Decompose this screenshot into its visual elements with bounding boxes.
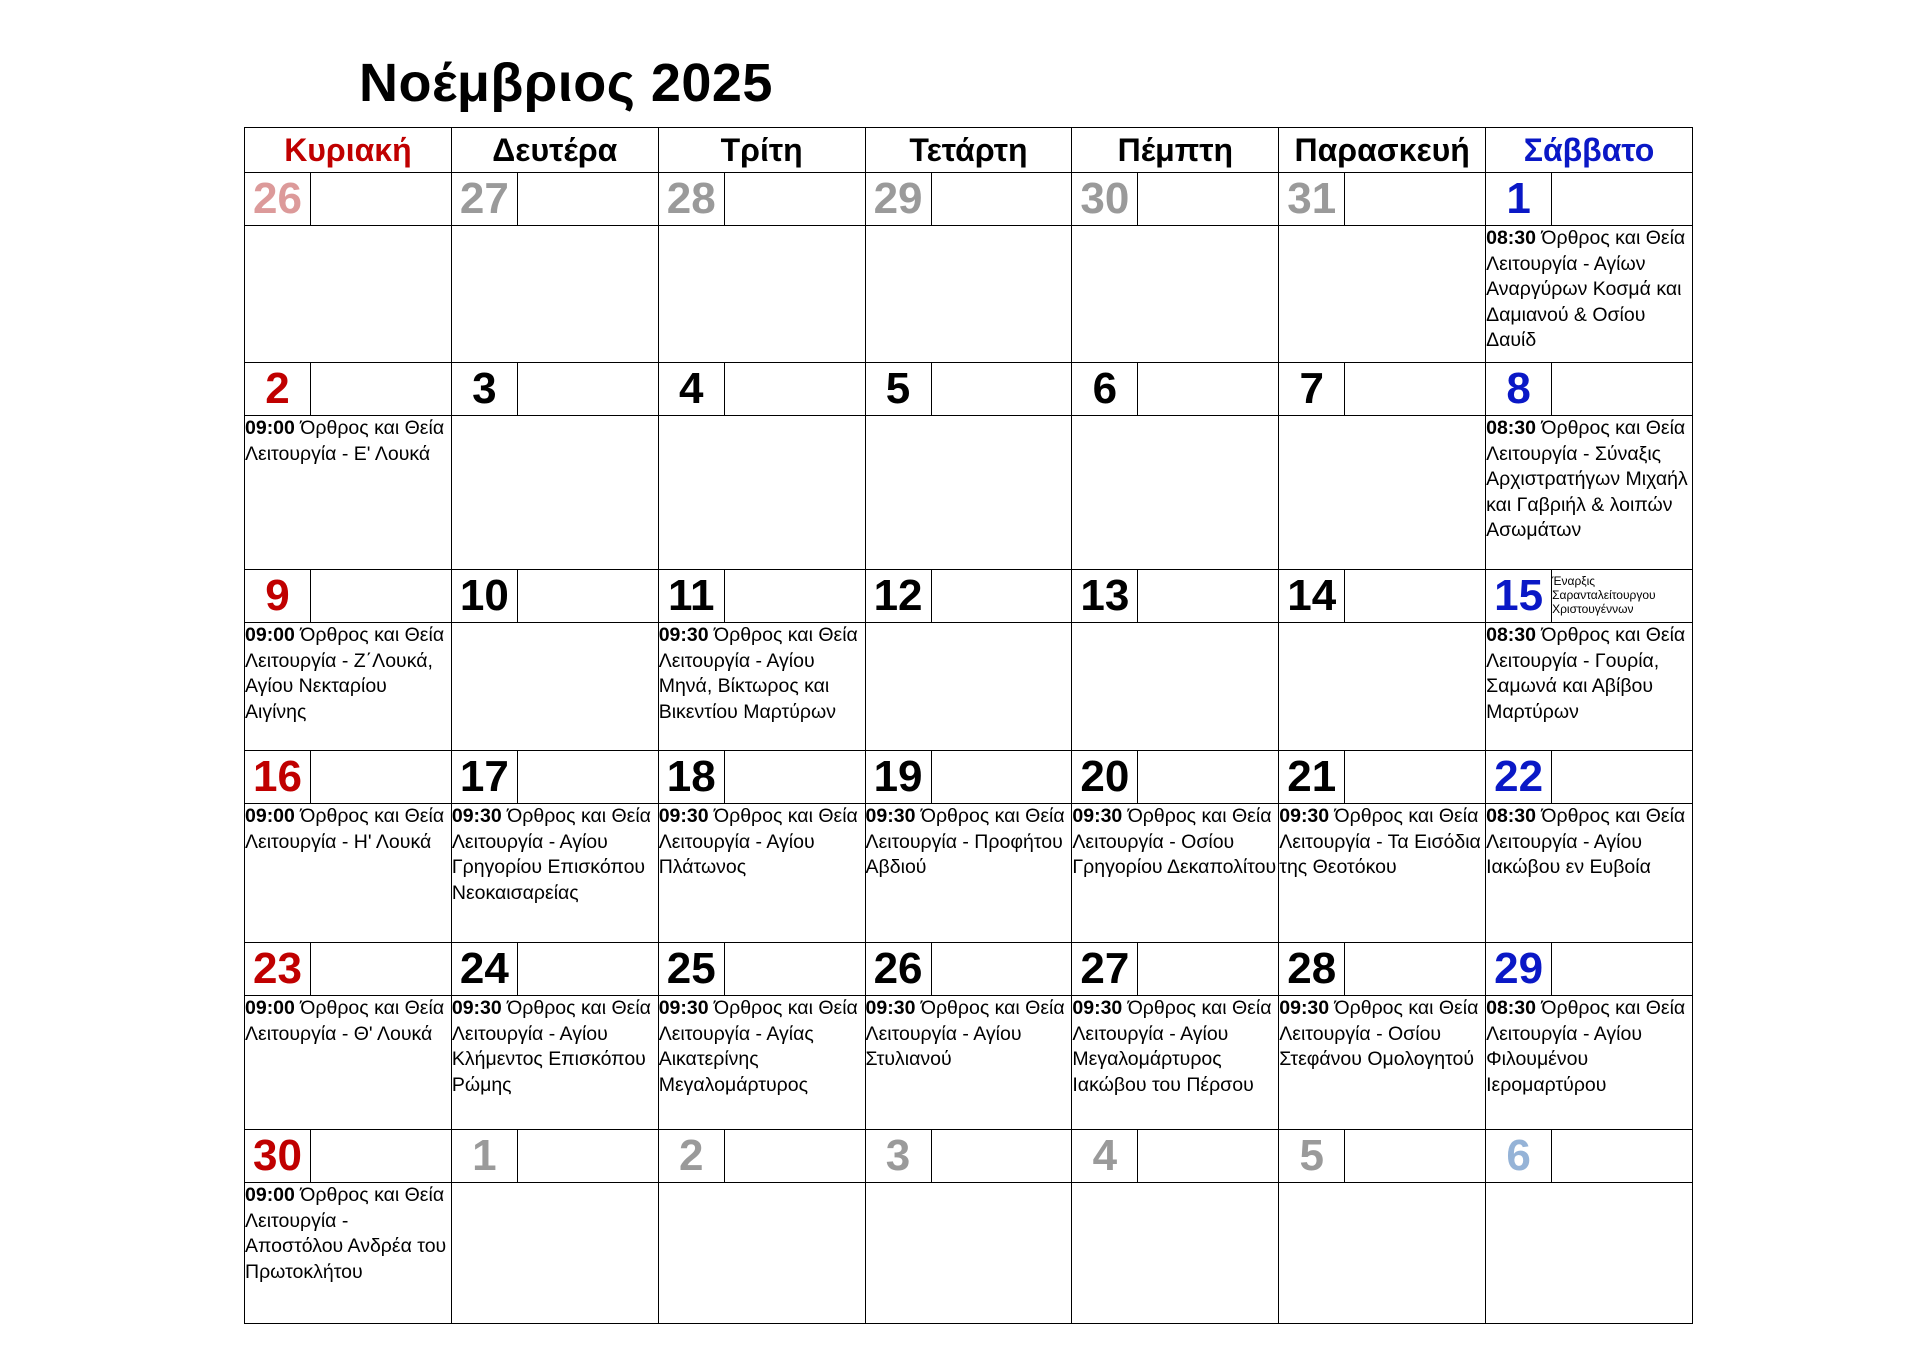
week-row-events: [245, 1183, 1693, 1324]
day-note: [1552, 173, 1693, 226]
day-event: [1072, 1183, 1279, 1324]
day-note: [517, 943, 658, 996]
day-event: [451, 804, 658, 943]
day-number: 4: [1072, 1130, 1138, 1183]
weekday-header-tuesday: Τρίτη: [658, 128, 865, 173]
event-time: 09:30: [1072, 997, 1123, 1019]
day-note: [1345, 1130, 1486, 1183]
day-number: 12: [865, 570, 931, 623]
day-note: [1552, 751, 1693, 804]
event-time: 09:30: [865, 997, 916, 1019]
day-note: [1138, 173, 1279, 226]
day-event: [865, 996, 1072, 1130]
event-time: 09:00: [245, 805, 295, 827]
day-event: [1279, 226, 1486, 363]
day-event: [658, 1183, 865, 1324]
event-time: 09:30: [451, 805, 502, 827]
day-number: 6: [1072, 363, 1138, 416]
day-event: [451, 226, 658, 363]
day-event: [1486, 623, 1693, 751]
day-note: Έναρξις Σαρανταλείτουργου Χριστουγέννων: [1552, 570, 1693, 623]
weekday-header-saturday: Σάββατο: [1486, 128, 1693, 173]
day-note: [517, 363, 658, 416]
day-event: [658, 226, 865, 363]
day-note: [1138, 1130, 1279, 1183]
event-description: Όρθρος και Θεία Λειτουργία - Αγίου Γρηγορίου Επισκόπου Νεοκαισαρείας: [451, 805, 651, 904]
day-number: 29: [865, 173, 931, 226]
day-note: [1138, 943, 1279, 996]
day-note: [931, 1130, 1072, 1183]
day-event: [1279, 804, 1486, 943]
day-number: 13: [1072, 570, 1138, 623]
day-number: 30: [245, 1130, 311, 1183]
calendar-title: Νοέμβριος 2025: [359, 53, 773, 113]
day-event: [1279, 416, 1486, 570]
day-number: 30: [1072, 173, 1138, 226]
day-number: 3: [451, 363, 517, 416]
day-event: [245, 996, 452, 1130]
event-description: Όρθρος και Θεία Λειτουργία - Αγίου Φιλουμένου Ιερομαρτύρου: [1486, 997, 1686, 1096]
day-note: [311, 751, 452, 804]
day-note: [724, 363, 865, 416]
day-event: [658, 623, 865, 751]
day-event: [1072, 416, 1279, 570]
day-number: 27: [451, 173, 517, 226]
day-event: [865, 226, 1072, 363]
weekday-header-sunday: Κυριακή: [245, 128, 452, 173]
day-note: [931, 570, 1072, 623]
day-note: [931, 943, 1072, 996]
event-description: Όρθρος και Θεία Λειτουργία - Ζ΄Λουκά, Αγίου Νεκταρίου Αιγίνης: [245, 624, 445, 723]
day-note: [517, 751, 658, 804]
day-note: [931, 363, 1072, 416]
day-event: [245, 226, 452, 363]
event-time: 08:30: [1486, 227, 1536, 249]
event-time: 08:30: [1486, 997, 1536, 1019]
day-note: [724, 943, 865, 996]
day-note: [311, 570, 452, 623]
weekday-header-thursday: Πέμπτη: [1072, 128, 1279, 173]
day-number: 2: [658, 1130, 724, 1183]
weekday-header-monday: Δευτέρα: [451, 128, 658, 173]
day-note: [724, 173, 865, 226]
event-description: Όρθρος και Θεία Λειτουργία - Αγίου Κλήμεντος Επισκόπου Ρώμης: [451, 997, 651, 1096]
day-number: 24: [451, 943, 517, 996]
day-note: [517, 1130, 658, 1183]
day-number: 6: [1486, 1130, 1552, 1183]
day-number: 27: [1072, 943, 1138, 996]
day-note: [1345, 570, 1486, 623]
event-time: 08:30: [1486, 624, 1536, 646]
calendar-grid: [244, 127, 1693, 1324]
event-time: 09:00: [245, 1184, 295, 1206]
day-event: [1486, 996, 1693, 1130]
day-number: 18: [658, 751, 724, 804]
week-row-events: [245, 804, 1693, 943]
day-number: 14: [1279, 570, 1345, 623]
day-note: [1138, 570, 1279, 623]
event-time: 09:30: [451, 997, 502, 1019]
day-note: [1345, 173, 1486, 226]
event-description: Όρθρος και Θεία Λειτουργία - Αγίου Ιακώβου εν Ευβοία: [1486, 805, 1686, 878]
day-note: [724, 570, 865, 623]
day-event: [865, 623, 1072, 751]
event-description: Όρθρος και Θεία Λειτουργία - Αγίου Μεγαλομάρτυρος Ιακώβου του Πέρσου: [1072, 997, 1272, 1096]
day-note: [311, 363, 452, 416]
day-event: [451, 623, 658, 751]
day-number: 28: [1279, 943, 1345, 996]
day-event: [245, 804, 452, 943]
day-number: 5: [1279, 1130, 1345, 1183]
day-event: [245, 1183, 452, 1324]
day-note: [724, 1130, 865, 1183]
event-description: Όρθρος και Θεία Λειτουργία - Οσίου Στεφάνου Ομολογητού: [1279, 997, 1479, 1070]
day-note: [1345, 943, 1486, 996]
day-number: 17: [451, 751, 517, 804]
day-event: [1486, 804, 1693, 943]
event-time: 09:00: [245, 624, 295, 646]
event-description: Όρθρος και Θεία Λειτουργία - Αγίου Στυλιανού: [865, 997, 1065, 1070]
event-time: 08:30: [1486, 417, 1536, 439]
day-note: [931, 751, 1072, 804]
day-note: [311, 943, 452, 996]
event-time: 09:00: [245, 997, 295, 1019]
day-event: [1072, 623, 1279, 751]
day-note: [1552, 943, 1693, 996]
day-number: 5: [865, 363, 931, 416]
day-number: 9: [245, 570, 311, 623]
event-description: Όρθρος και Θεία Λειτουργία - Σύναξις Αρχιστρατήγων Μιχαήλ και Γαβριήλ & λοιπών Ασωμάτων: [1486, 417, 1688, 541]
day-event: [451, 1183, 658, 1324]
day-note: [1345, 363, 1486, 416]
event-description: Όρθρος και Θεία Λειτουργία - Τα Εισόδια της Θεοτόκου: [1279, 805, 1481, 878]
day-note: [311, 1130, 452, 1183]
day-event: [1279, 1183, 1486, 1324]
day-note: [1552, 1130, 1693, 1183]
day-note: [931, 173, 1072, 226]
week-row-dates: [245, 363, 1693, 416]
event-description: Όρθρος και Θεία Λειτουργία - Αγίου Μηνά, Βίκτωρος και Βικεντίου Μαρτύρων: [658, 624, 858, 723]
day-event: [1486, 1183, 1693, 1324]
week-row-dates: [245, 570, 1693, 623]
day-number: 20: [1072, 751, 1138, 804]
day-event: [1072, 996, 1279, 1130]
week-row-events: [245, 623, 1693, 751]
day-note: [1552, 363, 1693, 416]
day-number: 23: [245, 943, 311, 996]
day-event: [245, 623, 452, 751]
day-event: [451, 996, 658, 1130]
event-time: 09:30: [1279, 997, 1330, 1019]
day-event: [1072, 804, 1279, 943]
event-time: 09:30: [1072, 805, 1123, 827]
day-event: [865, 804, 1072, 943]
day-number: 25: [658, 943, 724, 996]
day-number: 3: [865, 1130, 931, 1183]
day-note: [724, 751, 865, 804]
day-event: [1486, 416, 1693, 570]
day-event: [245, 416, 452, 570]
day-number: 28: [658, 173, 724, 226]
event-description: Όρθρος και Θεία Λειτουργία - Αγίας Αικατερίνης Μεγαλομάρτυρος: [658, 997, 858, 1096]
event-time: 08:30: [1486, 805, 1536, 827]
event-description: Όρθρος και Θεία Λειτουργία - Οσίου Γρηγορίου Δεκαπολίτου: [1072, 805, 1277, 878]
weekday-header-wednesday: Τετάρτη: [865, 128, 1072, 173]
day-event: [1279, 623, 1486, 751]
week-row-events: [245, 226, 1693, 363]
event-time: 09:00: [245, 417, 295, 439]
week-row-dates: [245, 751, 1693, 804]
event-description: Όρθρος και Θεία Λειτουργία - Γουρία, Σαμωνά και Αβίβου Μαρτύρων: [1486, 624, 1686, 723]
day-number: 2: [245, 363, 311, 416]
event-description: Όρθρος και Θεία Λειτουργία - Αγίων Αναργύρων Κοσμά και Δαμιανού & Οσίου Δαυίδ: [1486, 227, 1686, 351]
event-description: Όρθρος και Θεία Λειτουργία - Ε' Λουκά: [245, 417, 445, 465]
event-time: 09:30: [658, 624, 709, 646]
day-event: [1486, 226, 1693, 363]
day-number: 7: [1279, 363, 1345, 416]
weekday-header-friday: Παρασκευή: [1279, 128, 1486, 173]
day-number: 26: [865, 943, 931, 996]
event-description: Όρθρος και Θεία Λειτουργία - Αποστόλου Ανδρέα του Πρωτοκλήτου: [245, 1184, 447, 1283]
day-number: 4: [658, 363, 724, 416]
day-note: [1345, 751, 1486, 804]
day-number: 16: [245, 751, 311, 804]
week-row-events: [245, 996, 1693, 1130]
day-number: 22: [1486, 751, 1552, 804]
day-note: [311, 173, 452, 226]
event-description: Όρθρος και Θεία Λειτουργία - Η' Λουκά: [245, 805, 445, 853]
day-number: 1: [451, 1130, 517, 1183]
event-time: 09:30: [865, 805, 916, 827]
day-note: [517, 173, 658, 226]
day-event: [658, 804, 865, 943]
weekday-header-row: [245, 128, 1693, 173]
day-number: 19: [865, 751, 931, 804]
event-time: 09:30: [658, 805, 709, 827]
day-event: [658, 416, 865, 570]
day-number: 10: [451, 570, 517, 623]
event-description: Όρθρος και Θεία Λειτουργία - Αγίου Πλάτωνος: [658, 805, 858, 878]
day-event: [1072, 226, 1279, 363]
event-description: Όρθρος και Θεία Λειτουργία - Προφήτου Αβδιού: [865, 805, 1065, 878]
day-number: 11: [658, 570, 724, 623]
event-time: 09:30: [658, 997, 709, 1019]
day-note: [1138, 751, 1279, 804]
event-time: 09:30: [1279, 805, 1330, 827]
day-number: 29: [1486, 943, 1552, 996]
day-event: [658, 996, 865, 1130]
day-number: 31: [1279, 173, 1345, 226]
day-number: 1: [1486, 173, 1552, 226]
day-note: [517, 570, 658, 623]
week-row-dates: [245, 173, 1693, 226]
day-event: [865, 1183, 1072, 1324]
event-description: Όρθρος και Θεία Λειτουργία - Θ' Λουκά: [245, 997, 445, 1045]
day-event: [451, 416, 658, 570]
week-row-dates: [245, 1130, 1693, 1183]
day-event: [865, 416, 1072, 570]
day-event: [1279, 996, 1486, 1130]
day-number: 8: [1486, 363, 1552, 416]
day-number: 26: [245, 173, 311, 226]
day-number: 15: [1486, 570, 1552, 623]
week-row-events: [245, 416, 1693, 570]
day-number: 21: [1279, 751, 1345, 804]
week-row-dates: [245, 943, 1693, 996]
day-note: [1138, 363, 1279, 416]
